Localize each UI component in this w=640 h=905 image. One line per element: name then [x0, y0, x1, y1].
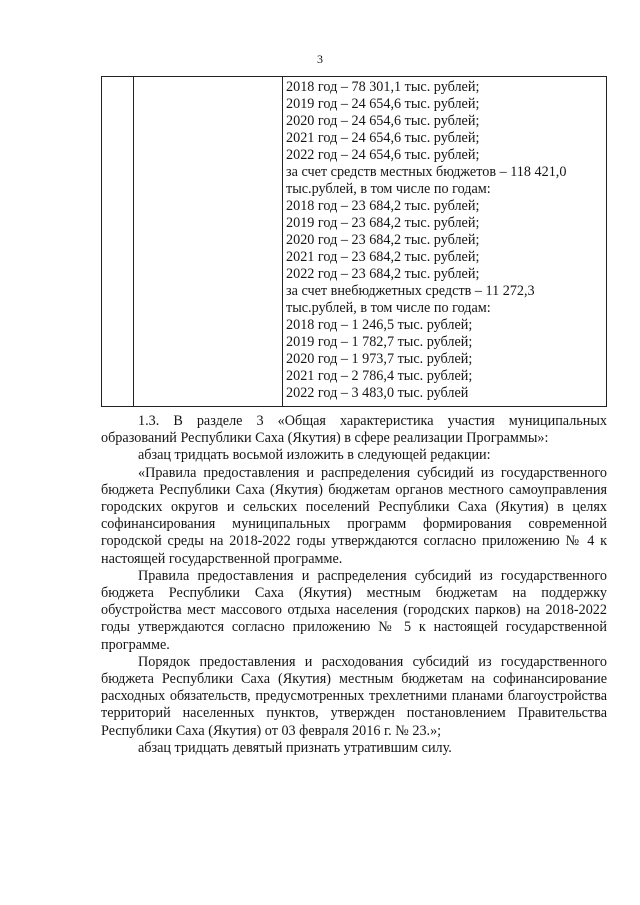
funding-line: тыс.рублей, в том числе по годам: [286, 300, 491, 316]
table-column-divider [282, 77, 283, 406]
funding-line: 2019 год – 24 654,6 тыс. рублей; [286, 96, 480, 112]
funding-line: 2022 год – 24 654,6 тыс. рублей; [286, 147, 480, 163]
funding-line: 2021 год – 24 654,6 тыс. рублей; [286, 130, 480, 146]
paragraph-rules-parks: Правила предоставления и распределения субсидий из государственного бюджета Республики Саха (Якутия) местным бюджетам на поддержку обустройства мест массового отдыха населения (городских парков) на 2018-2022 годы утверждаются согласно приложению № 5 к настоящей государственной программе. [101, 567, 607, 653]
document-body [101, 413, 607, 757]
paragraph-abzac-39: абзац тридцать девятый признать утратившим силу. [138, 739, 452, 756]
funding-line: 2020 год – 24 654,6 тыс. рублей; [286, 113, 480, 129]
paragraph-abzac-38: абзац тридцать восьмой изложить в следующей редакции: [138, 447, 491, 464]
paragraph-procedure: Порядок предоставления и расходования субсидий из государственного бюджета Республики Саха (Якутия) местным бюджетам на софинансирование расходных обязательств, предусмотренных трехлетними планами благоустройства территорий населенных пунктов, утвержден постановлением Правительства Республики Саха (Якутия) от 03 февраля 2016 г. № 23.»; [101, 653, 607, 739]
funding-line: тыс.рублей, в том числе по годам: [286, 181, 491, 197]
funding-line: 2018 год – 1 246,5 тыс. рублей; [286, 317, 473, 333]
page-number: 3 [317, 52, 323, 66]
table-column-divider [133, 77, 134, 406]
funding-cell [286, 79, 604, 402]
funding-line: 2021 год – 23 684,2 тыс. рублей; [286, 249, 480, 265]
funding-line: 2020 год – 1 973,7 тыс. рублей; [286, 351, 473, 367]
funding-line: 2022 год – 3 483,0 тыс. рублей [286, 385, 469, 401]
paragraph-section-1-3: 1.3. В разделе 3 «Общая характеристика участия муниципальных образований Республики Саха (Якутия) в сфере реализации Программы»: [101, 413, 607, 447]
funding-line: 2020 год – 23 684,2 тыс. рублей; [286, 232, 480, 248]
funding-table [101, 76, 607, 407]
funding-line: 2019 год – 1 782,7 тыс. рублей; [286, 334, 473, 350]
funding-line: 2018 год – 23 684,2 тыс. рублей; [286, 198, 480, 214]
funding-line: за счет внебюджетных средств – 11 272,3 [286, 283, 535, 299]
funding-line: за счет средств местных бюджетов – 118 421,0 [286, 164, 567, 180]
funding-line: 2022 год – 23 684,2 тыс. рублей; [286, 266, 480, 282]
funding-line: 2018 год – 78 301,1 тыс. рублей; [286, 79, 480, 95]
paragraph-rules-subsidies: «Правила предоставления и распределения субсидий из государственного бюджета Республики Саха (Якутия) бюджетам органов местного самоуправления городских округов и сельских поселений Республики Саха (Якутия) в целях софинансирования муниципальных программ формирования современной городской среды на 2018-2022 годы утверждаются согласно приложению № 4 к настоящей государственной программе. [101, 464, 607, 567]
funding-line: 2019 год – 23 684,2 тыс. рублей; [286, 215, 480, 231]
funding-line: 2021 год – 2 786,4 тыс. рублей; [286, 368, 473, 384]
